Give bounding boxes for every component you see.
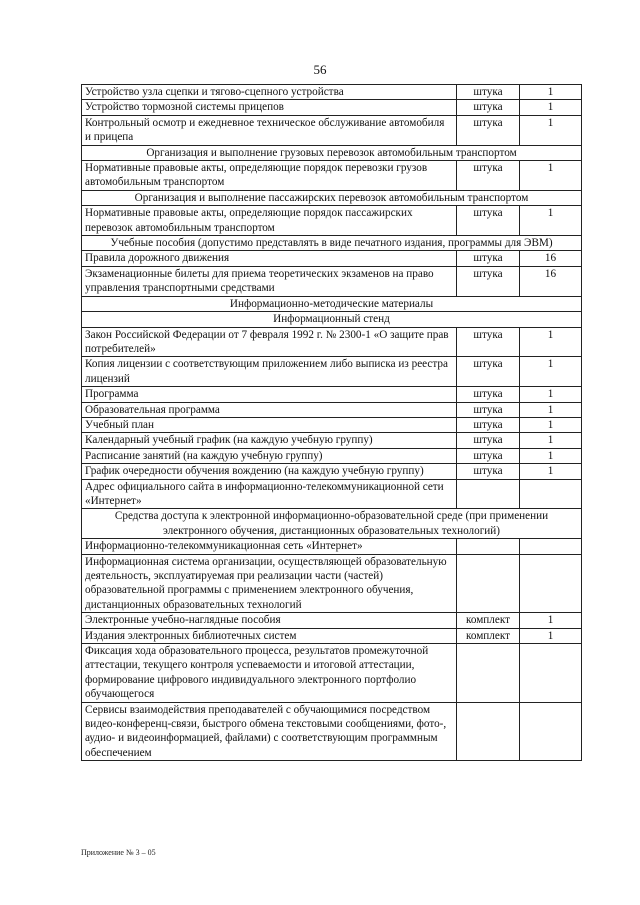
item-unit xyxy=(457,554,520,613)
item-name: Адрес официального сайта в информационно-телекоммуникационной сети «Интернет» xyxy=(82,479,457,509)
item-quantity xyxy=(520,644,582,703)
item-name: Издания электронных библиотечных систем xyxy=(82,628,457,643)
item-name: Экзаменационные билеты для приема теоретических экзаменов на право управления транспортными средствами xyxy=(82,266,457,296)
item-unit xyxy=(457,539,520,554)
table-row xyxy=(82,464,582,479)
item-name: Устройство узла сцепки и тягово-сцепного устройства xyxy=(82,85,457,100)
item-unit: штука xyxy=(457,266,520,296)
section-title: Организация и выполнение грузовых перевозок автомобильным транспортом xyxy=(82,145,582,160)
section-title: Средства доступа к электронной информационно-образовательной среде (при применении электронного обучения, дистанционных образовательных технологий) xyxy=(82,509,582,539)
item-unit: штука xyxy=(457,464,520,479)
table-row xyxy=(82,448,582,463)
table-row xyxy=(82,85,582,100)
item-name: Контрольный осмотр и ежедневное техническое обслуживание автомобиля и прицепа xyxy=(82,115,457,145)
item-quantity: 1 xyxy=(520,402,582,417)
item-name: Сервисы взаимодействия преподавателей с обучающимися посредством видео-конференц-связи, быстрого обмена текстовыми сообщениями, фото-, аудио- и видеоинформацией, файлами) с соответствующим программным обеспечением xyxy=(82,702,457,761)
item-quantity: 1 xyxy=(520,85,582,100)
item-name: Нормативные правовые акты, определяющие порядок пассажирских перевозок автомобильным транспортом xyxy=(82,206,457,236)
item-quantity xyxy=(520,539,582,554)
item-name: Электронные учебно-наглядные пособия xyxy=(82,613,457,628)
table-row xyxy=(82,417,582,432)
item-name: Правила дорожного движения xyxy=(82,251,457,266)
item-quantity: 1 xyxy=(520,161,582,191)
footer-note: Приложение № 3 – 05 xyxy=(81,848,156,857)
item-quantity: 1 xyxy=(520,115,582,145)
table-row xyxy=(82,433,582,448)
item-unit: комплект xyxy=(457,613,520,628)
item-unit: штука xyxy=(457,327,520,357)
table-row xyxy=(82,479,582,509)
section-row xyxy=(82,509,582,539)
item-unit: штука xyxy=(457,402,520,417)
section-title: Организация и выполнение пассажирских перевозок автомобильным транспортом xyxy=(82,190,582,205)
item-name: Копия лицензии с соответствующим приложением либо выписка из реестра лицензий xyxy=(82,357,457,387)
section-title: Информационно-методические материалы xyxy=(82,296,582,311)
item-quantity: 1 xyxy=(520,628,582,643)
item-quantity: 16 xyxy=(520,251,582,266)
table-row xyxy=(82,115,582,145)
item-unit: штука xyxy=(457,417,520,432)
table-row xyxy=(82,702,582,761)
item-name: Образовательная программа xyxy=(82,402,457,417)
item-unit: штука xyxy=(457,206,520,236)
item-quantity xyxy=(520,479,582,509)
item-unit: штука xyxy=(457,448,520,463)
item-unit: комплект xyxy=(457,628,520,643)
section-row xyxy=(82,236,582,251)
item-unit: штука xyxy=(457,251,520,266)
item-name: График очередности обучения вождению (на каждую учебную группу) xyxy=(82,464,457,479)
item-unit: штука xyxy=(457,161,520,191)
table-row xyxy=(82,644,582,703)
table-row xyxy=(82,266,582,296)
item-unit xyxy=(457,644,520,703)
table-row xyxy=(82,251,582,266)
item-name: Информационная система организации, осуществляющей образовательную деятельность, эксплуатируемая при реализации части (частей) образовательной программы с применением электронного обучения, дистанционных образовательных технологий xyxy=(82,554,457,613)
item-unit xyxy=(457,479,520,509)
item-quantity: 1 xyxy=(520,100,582,115)
item-quantity: 1 xyxy=(520,433,582,448)
table-row xyxy=(82,206,582,236)
table-row xyxy=(82,402,582,417)
item-quantity: 1 xyxy=(520,327,582,357)
item-name: Устройство тормозной системы прицепов xyxy=(82,100,457,115)
table-body xyxy=(82,85,582,761)
item-unit: штука xyxy=(457,115,520,145)
page-number: 56 xyxy=(313,62,327,77)
item-quantity: 1 xyxy=(520,464,582,479)
table-row xyxy=(82,387,582,402)
equipment-table xyxy=(81,84,582,761)
item-quantity: 1 xyxy=(520,206,582,236)
item-quantity xyxy=(520,554,582,613)
item-name: Фиксация хода образовательного процесса, результатов промежуточной аттестации, текущего контроля успеваемости и итоговой аттестации, формирование цифрового индивидуального электронного портфолио обучающегося xyxy=(82,644,457,703)
table-row xyxy=(82,628,582,643)
table-row xyxy=(82,327,582,357)
table-row xyxy=(82,554,582,613)
item-name: Учебный план xyxy=(82,417,457,432)
section-row xyxy=(82,296,582,311)
item-name: Нормативные правовые акты, определяющие порядок перевозки грузов автомобильным транспортом xyxy=(82,161,457,191)
table-row xyxy=(82,613,582,628)
item-name: Программа xyxy=(82,387,457,402)
item-unit: штука xyxy=(457,387,520,402)
item-quantity: 1 xyxy=(520,387,582,402)
item-name: Календарный учебный график (на каждую учебную группу) xyxy=(82,433,457,448)
item-quantity xyxy=(520,702,582,761)
item-name: Закон Российской Федерации от 7 февраля 1992 г. № 2300-1 «О защите прав потребителей» xyxy=(82,327,457,357)
section-title: Информационный стенд xyxy=(82,312,582,327)
section-row xyxy=(82,190,582,205)
table-row xyxy=(82,161,582,191)
item-unit xyxy=(457,702,520,761)
table-row xyxy=(82,357,582,387)
item-quantity: 1 xyxy=(520,613,582,628)
section-title: Учебные пособия (допустимо представлять в виде печатного издания, программы для ЭВМ) xyxy=(82,236,582,251)
item-quantity: 1 xyxy=(520,357,582,387)
item-quantity: 1 xyxy=(520,448,582,463)
item-unit: штука xyxy=(457,85,520,100)
item-name: Информационно-телекоммуникационная сеть «Интернет» xyxy=(82,539,457,554)
item-quantity: 1 xyxy=(520,417,582,432)
item-unit: штука xyxy=(457,357,520,387)
item-unit: штука xyxy=(457,100,520,115)
table-row xyxy=(82,539,582,554)
table-row xyxy=(82,100,582,115)
section-row xyxy=(82,145,582,160)
section-row xyxy=(82,312,582,327)
item-name: Расписание занятий (на каждую учебную группу) xyxy=(82,448,457,463)
item-unit: штука xyxy=(457,433,520,448)
item-quantity: 16 xyxy=(520,266,582,296)
